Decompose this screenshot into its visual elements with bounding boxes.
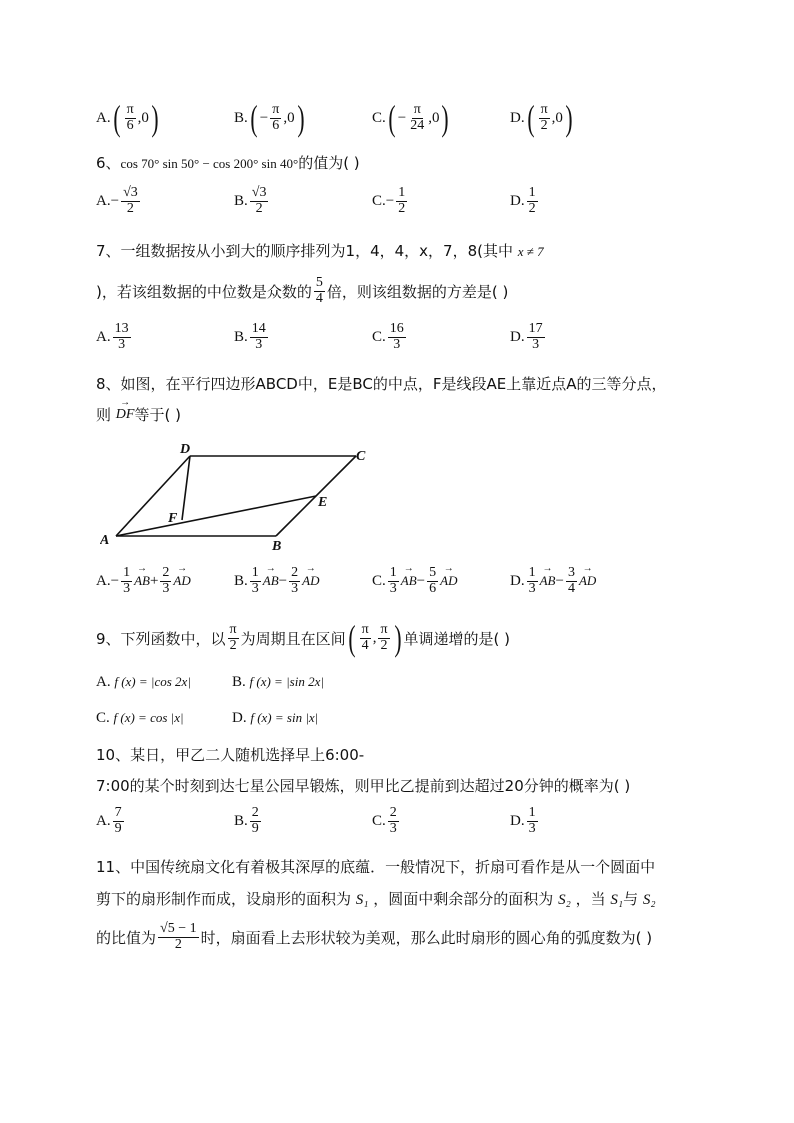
q6-option-c: C. − $\frac{1}{2}$ bbox=[372, 185, 406, 216]
q6-stem: 6、cos 70° sin 50° − cos 200° sin 40°的值为( ) bbox=[96, 154, 360, 172]
q7-stem-line1: 7、一组数据按从小到大的顺序排列为1，4，4，x，7，8(其中 x ≠ 7 bbox=[96, 242, 544, 260]
q9-option-c: C. f (x) = cos |x| bbox=[96, 710, 184, 726]
label-d: D bbox=[180, 442, 191, 457]
q5-option-b: B. ( − $\frac{\pi}{6}$ ,0 ) bbox=[234, 98, 305, 138]
q5-option-d: D. ( $\frac{\pi}{2}$ ,0 ) bbox=[510, 98, 573, 138]
q6-option-a: A. − $\frac{√3}{2}$ bbox=[96, 185, 138, 216]
label-b: B bbox=[272, 539, 282, 552]
q9-option-d: D. f (x) = sin |x| bbox=[232, 710, 319, 726]
q7-option-a: A. $\frac{13}{3}$ bbox=[96, 321, 129, 352]
q5-option-c: C. ( − $\frac{\pi}{24}$ ,0 ) bbox=[372, 98, 450, 138]
q6-option-b: B. $\frac{√3}{2}$ bbox=[234, 185, 267, 216]
q5-option-a: A. ( $\frac{\pi}{6}$ ,0 ) bbox=[96, 98, 159, 138]
q10-option-b: B. $\frac{2}{9}$ bbox=[234, 805, 259, 836]
q8-option-d: D. $\frac{1}{3}$ → AB − $\frac{3}{4}$ → AD bbox=[510, 566, 596, 596]
q11-stem-line1: 11、中国传统扇文化有着极其深厚的底蕴．一般情况下，折扇可看作是从一个圆面中 bbox=[96, 858, 656, 876]
segment-df bbox=[182, 456, 190, 520]
q10-stem-line2: 7:00的某个时刻到达七星公园早锻炼，则甲比乙提前到达超过20分钟的概率为( ) bbox=[96, 777, 631, 795]
q7-option-c: C. $\frac{16}{3}$ bbox=[372, 321, 404, 352]
q8-option-b: B. $\frac{1}{3}$ → AB − $\frac{2}{3}$ → AD bbox=[234, 566, 319, 596]
q8-option-c: C. $\frac{1}{3}$ → AB − $\frac{5}{6}$ → AD bbox=[372, 566, 457, 596]
parallelogram-figure bbox=[100, 440, 380, 552]
q9-option-b: B. f (x) = |sin 2x| bbox=[232, 674, 324, 690]
q8-stem-line1: 8、如图，在平行四边形ABCD中，E是BC的中点，F是线段AE上靠近点A的三等分点， bbox=[96, 375, 667, 393]
label-a: A bbox=[100, 533, 110, 548]
q6-option-d: D. $\frac{1}{2}$ bbox=[510, 185, 536, 216]
q6-options bbox=[96, 186, 696, 230]
q9-option-a: A. f (x) = |cos 2x| bbox=[96, 674, 191, 690]
q10-option-d: D. $\frac{1}{3}$ bbox=[510, 805, 536, 836]
q10-stem-line1: 10、某日，甲乙二人随机选择早上6:00- bbox=[96, 746, 365, 764]
label-e: E bbox=[318, 495, 328, 510]
q10-options bbox=[96, 806, 696, 850]
segment-ae bbox=[116, 496, 316, 536]
q8-option-a: A. − $\frac{1}{3}$ → AB + $\frac{2}{3}$ → AD bbox=[96, 566, 191, 596]
label-c: C bbox=[356, 449, 366, 464]
q7-option-d: D. $\frac{17}{3}$ bbox=[510, 321, 543, 352]
q7-options bbox=[96, 322, 696, 366]
q8-options bbox=[96, 566, 696, 610]
q10-option-a: A. $\frac{7}{9}$ bbox=[96, 805, 122, 836]
q5-options bbox=[96, 100, 696, 140]
q11-stem-line3: 的比值为 $\frac{√5 - 1}{2}$ 时，扇面看上去形状较为美观，那么此时扇形的圆心角的弧度数为( ) bbox=[96, 921, 653, 952]
q9-stem: 9、下列函数中，以 $\frac{\pi}{2}$ 为周期且在区间 ( $\frac{\pi}{4}$ , $\frac{\pi}{2}$ ) 单调递增的是( ) bbox=[96, 618, 511, 658]
q11-stem-line2: 剪下的扇形制作而成，设扇形的面积为 S₁ ，圆面中剩余部分的面积为 S₂ ，当 S₁与 S₂ bbox=[96, 890, 656, 908]
q7-stem-line2: )，若该组数据的中位数是众数的 $\frac{5}{4}$ 倍，则该组数据的方差是( ) bbox=[96, 275, 509, 306]
q8-stem-line2: 则 → DF 等于( ) bbox=[96, 404, 181, 425]
label-f: F bbox=[168, 511, 178, 526]
q10-option-c: C. $\frac{2}{3}$ bbox=[372, 805, 397, 836]
q7-option-b: B. $\frac{14}{3}$ bbox=[234, 321, 266, 352]
